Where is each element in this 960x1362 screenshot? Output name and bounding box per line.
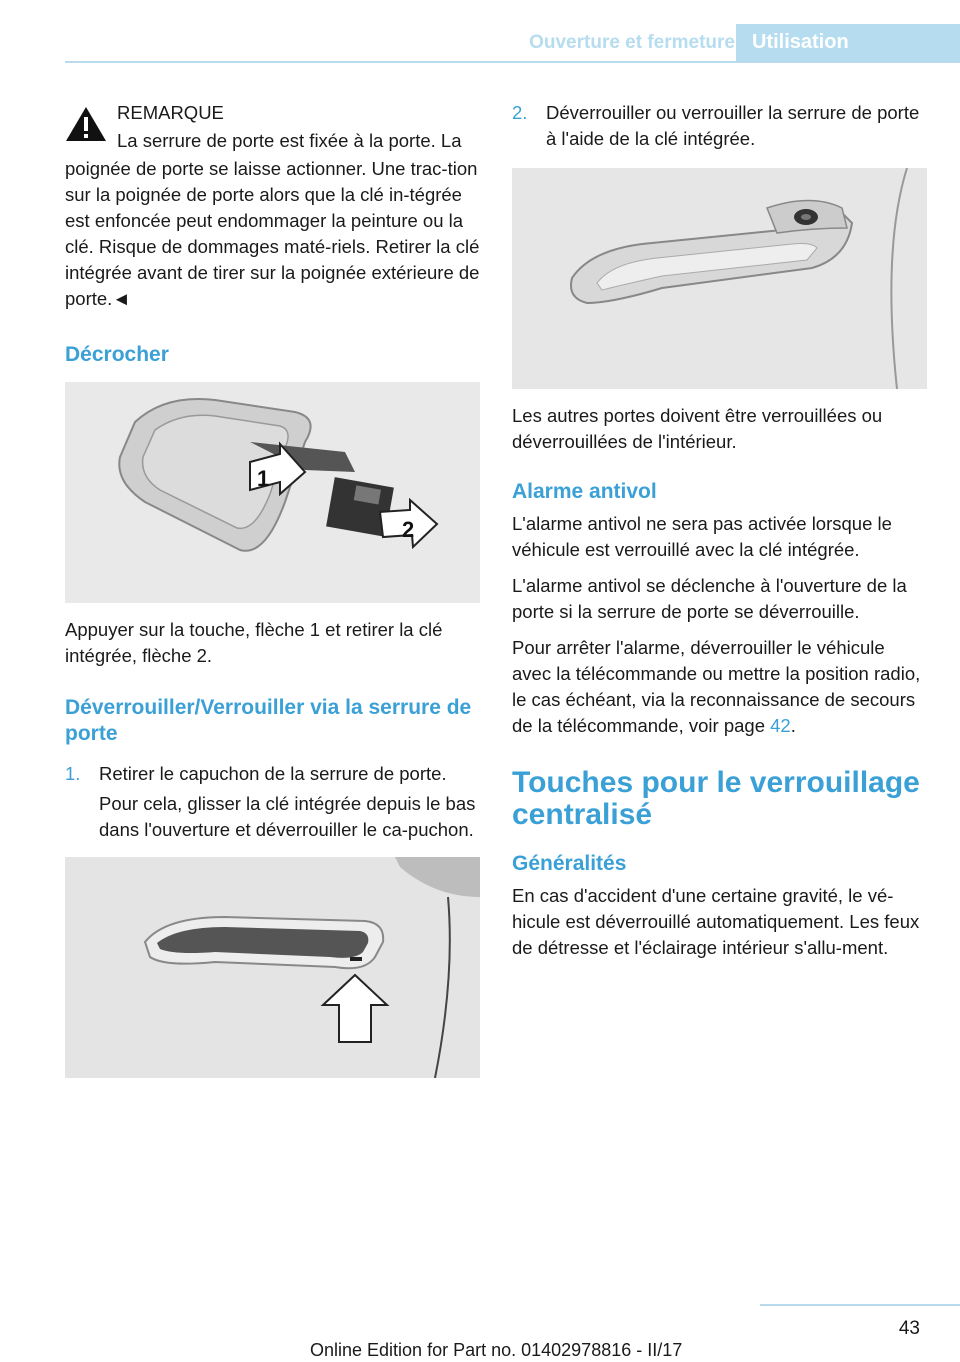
alarme-3-text: Pour arrêter l'alarme, déverrouiller le véhicule avec la télécommande ou mettre la position radio, le cas échéant, via la reconnaissance de secours de la télécommande, voir page xyxy=(512,637,921,736)
heading-touches: Touches pour le verrouillage centralisé xyxy=(512,766,920,831)
heading-generalites: Généralités xyxy=(512,852,627,875)
paragraph-generalites: En cas d'accident d'une certaine gravité, le vé-hicule est déverrouillé automatiquement. Les feux de détresse et l'éclairage intérieur s'allu-ment. xyxy=(512,885,920,958)
note-first-line: La serrure de porte est fixée à la porte. La xyxy=(117,130,462,151)
key-figure xyxy=(65,382,480,603)
page-number: 43 xyxy=(898,1318,920,1339)
edition-note: Online Edition for Part no. 01402978816 - II/17 xyxy=(310,1340,683,1360)
step-2 xyxy=(512,100,927,152)
heading-deverrouiller: Déverrouiller/Verrouiller via la serrure de porte xyxy=(65,696,472,745)
paragraph-autres-portes: Les autres portes doivent être verrouillées ou déverrouillées de l'intérieur. xyxy=(512,405,883,452)
heading-alarme: Alarme antivol xyxy=(512,480,657,503)
step-1-text: Retirer le capuchon de la serrure de porte. xyxy=(99,763,447,784)
paragraph-alarme-1: L'alarme antivol ne sera pas activée lorsque le véhicule est verrouillé avec la clé intégrée. xyxy=(512,513,892,560)
door-handle-figure xyxy=(65,857,480,1078)
section-title: Ouverture et fermeture xyxy=(529,32,735,53)
paragraph-alarme-2: L'alarme antivol se déclenche à l'ouverture de la porte si la serrure de porte se déverrouille. xyxy=(512,575,907,622)
step-1 xyxy=(65,761,480,843)
note-title: REMARQUE xyxy=(117,102,224,123)
key-illustration xyxy=(65,382,480,603)
page-reference-link[interactable]: 42 xyxy=(770,715,791,736)
chapter-tab: Utilisation xyxy=(736,24,960,61)
paragraph-appuyer: Appuyer sur la touche, flèche 1 et retirer la clé intégrée, flèche 2. xyxy=(65,619,443,666)
warning-note xyxy=(65,100,480,312)
left-column xyxy=(65,100,480,1092)
arrow-label-1: 1 xyxy=(257,466,270,491)
paragraph-alarme-3 xyxy=(512,635,927,739)
door-lock-illustration xyxy=(512,168,927,389)
step-1-number: 1. xyxy=(65,763,81,784)
step-2-number: 2. xyxy=(512,102,528,123)
step-1-sub: Pour cela, glisser la clé intégrée depuis le bas dans l'ouverture et déverrouiller le ca-puchon. xyxy=(99,793,476,840)
note-body: poignée de porte se laisse actionner. Une trac-tion sur la poignée de porte alors que la clé in-tégrée est enfoncée peut endommager la peinture ou la clé. Risque de dommages maté-riels. Retirer la clé intégrée avant de tirer sur la poignée extérieure de porte.◄ xyxy=(65,158,480,309)
arrow-label-2: 2 xyxy=(402,517,415,542)
door-handle-illustration xyxy=(65,857,480,1078)
door-lock-figure xyxy=(512,168,927,389)
heading-decrocher: Décrocher xyxy=(65,343,169,366)
step-2-text: Déverrouiller ou verrouiller la serrure de porte à l'aide de la clé intégrée. xyxy=(546,102,920,149)
warning-icon xyxy=(65,106,107,142)
footer-rule xyxy=(760,1304,960,1306)
alarme-3-end: . xyxy=(790,715,796,736)
right-column xyxy=(512,100,927,971)
header-rule xyxy=(65,61,960,63)
